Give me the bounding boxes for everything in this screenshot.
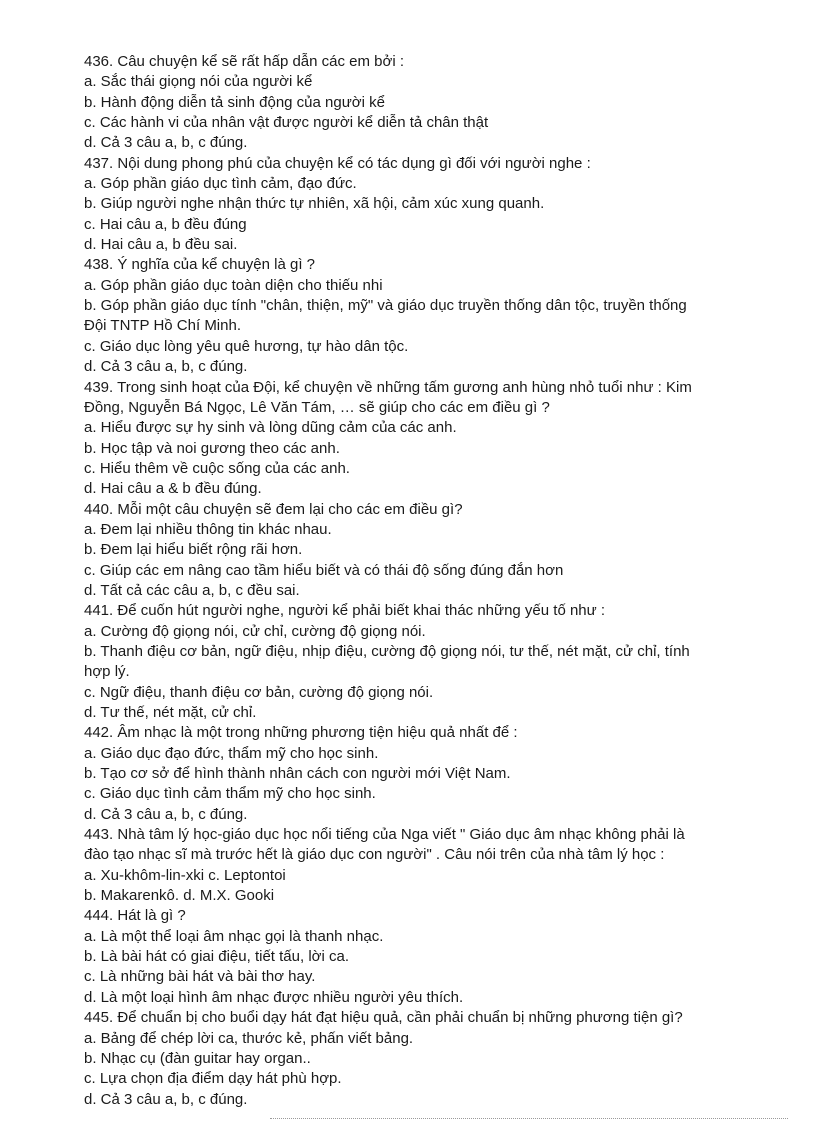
text-line: b. Tạo cơ sở để hình thành nhân cách con người mới Việt Nam.: [84, 765, 511, 783]
text-line: c. Các hành vi của nhân vật được người kể diễn tả chân thật: [84, 114, 489, 132]
text-line: a. Đem lại nhiều thông tin khác nhau.: [84, 520, 332, 538]
text-line: b. Góp phần giáo dục tính "chân, thiện, mỹ" và giáo dục truyền thống dân tộc, truyền thống: [84, 297, 687, 315]
text-line: 438. Ý nghĩa của kể chuyện là gì ?: [84, 256, 315, 274]
question-list: [84, 52, 774, 1110]
text-line: 437. Nội dung phong phú của chuyện kể có tác dụng gì đối với người nghe :: [84, 154, 591, 172]
text-line: 436. Câu chuyện kể sẽ rất hấp dẫn các em bởi :: [84, 53, 405, 70]
text-line: a. Bảng để chép lời ca, thước kẻ, phấn viết bảng.: [84, 1029, 414, 1047]
text-line: c. Giúp các em nâng cao tầm hiểu biết và có thái độ sống đúng đắn hơn: [84, 561, 564, 579]
text-line: a. Cường độ giọng nói, cử chỉ, cường độ giọng nói.: [84, 622, 426, 640]
text-line: b. Học tập và noi gương theo các anh.: [84, 439, 340, 457]
text-line: c. Hai câu a, b đều đúng: [84, 215, 247, 233]
text-line: b. Giúp người nghe nhận thức tự nhiên, xã hội, cảm xúc xung quanh.: [84, 195, 545, 213]
text-line: d. Cả 3 câu a, b, c đúng.: [84, 1090, 248, 1108]
text-line: 443. Nhà tâm lý học-giáo dục học nổi tiếng của Nga viết " Giáo dục âm nhạc không phải là: [84, 826, 685, 844]
text-line: a. Hiểu được sự hy sinh và lòng dũng cảm của các anh.: [84, 419, 457, 437]
text-line: Đội TNTP Hồ Chí Minh.: [84, 317, 241, 335]
text-line: 442. Âm nhạc là một trong những phương tiện hiệu quả nhất để :: [84, 724, 518, 742]
text-line: Đồng, Nguyễn Bá Ngọc, Lê Văn Tám, … sẽ giúp cho các em điều gì ?: [84, 398, 550, 416]
text-line: d. Cả 3 câu a, b, c đúng.: [84, 805, 248, 823]
text-line: c. Là những bài hát và bài thơ hay.: [84, 968, 316, 986]
text-line: d. Tư thế, nét mặt, cử chỉ.: [84, 704, 257, 721]
text-line: d. Hai câu a, b đều sai.: [84, 236, 238, 254]
text-line: c. Giáo dục tình cảm thẩm mỹ cho học sinh.: [84, 785, 376, 803]
text-line: a. Giáo dục đạo đức, thẩm mỹ cho học sinh.: [84, 744, 379, 762]
text-line: 440. Mỗi một câu chuyện sẽ đem lại cho các em điều gì?: [84, 500, 463, 518]
text-line: b. Thanh điệu cơ bản, ngữ điệu, nhịp điệu, cường độ giọng nói, tư thế, nét mặt, cử chỉ, tính: [84, 642, 690, 660]
text-line: d. Là một loại hình âm nhạc được nhiều người yêu thích.: [84, 988, 464, 1006]
text-line: c. Hiểu thêm về cuộc sống của các anh.: [84, 459, 350, 477]
text-line: b. Makarenkô. d. M.X. Gooki: [84, 887, 275, 905]
text-line: 444. Hát là gì ?: [84, 907, 186, 925]
text-line: d. Tất cả các câu a, b, c đều sai.: [84, 581, 300, 599]
text-line: d. Cả 3 câu a, b, c đúng.: [84, 134, 248, 152]
text-line: d. Hai câu a & b đều đúng.: [84, 480, 262, 498]
text-line: 445. Để chuẩn bị cho buổi dạy hát đạt hiệu quả, cần phải chuẩn bị những phương tiện gì?: [84, 1009, 683, 1027]
text-line: b. Là bài hát có giai điệu, tiết tấu, lời ca.: [84, 948, 349, 966]
text-line: b. Nhạc cụ (đàn guitar hay organ..: [84, 1049, 311, 1067]
text-line: d. Cả 3 câu a, b, c đúng.: [84, 358, 248, 376]
text-line: b. Đem lại hiểu biết rộng rãi hơn.: [84, 541, 303, 559]
text-line: 441. Để cuốn hút người nghe, người kể phải biết khai thác những yếu tố như :: [84, 602, 606, 620]
text-line: a. Là một thể loại âm nhạc gọi là thanh nhạc.: [84, 927, 384, 945]
text-line: đào tạo nhạc sĩ mà trước hết là giáo dục con người" . Câu nói trên của nhà tâm lý học :: [84, 846, 665, 864]
text-line: hợp lý.: [84, 663, 130, 681]
text-line: 439. Trong sinh hoạt của Đội, kể chuyện về những tấm gương anh hùng nhỏ tuổi như : Kim: [84, 378, 692, 396]
text-line: c. Ngữ điệu, thanh điệu cơ bản, cường độ giọng nói.: [84, 683, 434, 701]
text-line: c. Lựa chọn địa điểm dạy hát phù hợp.: [84, 1070, 342, 1088]
footer-divider: [270, 1118, 788, 1119]
text-line: c. Giáo dục lòng yêu quê hương, tự hào dân tộc.: [84, 337, 409, 355]
text-line: a. Góp phần giáo dục toàn diện cho thiếu nhi: [84, 276, 383, 294]
text-line: a. Xu-khôm-lin-xki c. Leptontoi: [84, 866, 286, 884]
text-line: a. Góp phần giáo dục tình cảm, đạo đức.: [84, 175, 357, 193]
text-line: b. Hành động diễn tả sinh động của người kể: [84, 93, 385, 111]
text-line: a. Sắc thái giọng nói của người kể: [84, 73, 313, 91]
